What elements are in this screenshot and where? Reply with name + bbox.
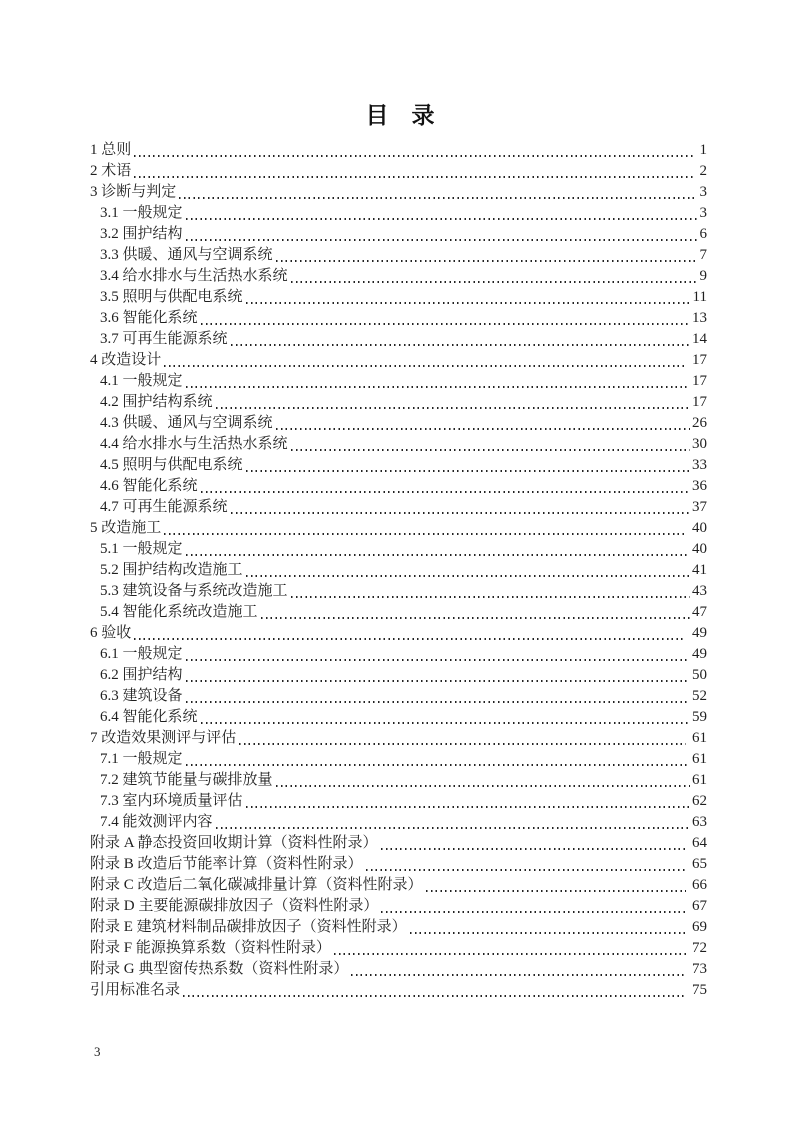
toc-entry <box>90 959 707 980</box>
page-title: 目 录 <box>365 103 435 128</box>
toc-entry-page-number: 64 <box>692 835 707 851</box>
toc-entry-page-number: 17 <box>692 394 707 410</box>
toc-entry-label: 5 改造施工 <box>90 520 162 536</box>
toc-entry <box>90 182 707 203</box>
dot-leader-icon <box>164 365 686 367</box>
toc-entry-label: 6.1 一般规定 <box>100 646 183 662</box>
toc-entry-label: 附录 A 静态投资回收期计算（资料性附录） <box>90 835 378 851</box>
toc-entry-label: 5.3 建筑设备与系统改造施工 <box>100 583 288 599</box>
toc-entry-label: 3.6 智能化系统 <box>100 310 198 326</box>
toc-entry-page-number: 9 <box>699 268 707 284</box>
toc-entry <box>90 728 707 749</box>
toc-entry-label: 附录 E 建筑材料制品碳排放因子（资料性附录） <box>90 919 407 935</box>
toc-entry-page-number: 47 <box>692 604 707 620</box>
toc-entry-label: 4.5 照明与供配电系统 <box>100 457 243 473</box>
dot-leader-icon <box>366 869 686 871</box>
toc-entry-page-number: 2 <box>699 163 707 179</box>
toc-entry-label: 6.3 建筑设备 <box>100 688 183 704</box>
dot-leader-icon <box>186 554 690 556</box>
toc-entry-page-number: 61 <box>692 751 707 767</box>
toc-entry <box>90 896 707 917</box>
toc-entry-page-number: 50 <box>692 667 707 683</box>
toc-entry-page-number: 11 <box>692 289 707 305</box>
toc-entry-label: 4.7 可再生能源系统 <box>100 499 228 515</box>
toc-entry-page-number: 49 <box>692 646 707 662</box>
dot-leader-icon <box>246 302 691 304</box>
dot-leader-icon <box>216 407 690 409</box>
dot-leader-icon <box>291 449 690 451</box>
toc-entry <box>90 665 707 686</box>
dot-leader-icon <box>186 386 690 388</box>
toc-entry-page-number: 7 <box>699 247 707 263</box>
toc-entry <box>90 833 707 854</box>
toc-entry <box>90 875 707 896</box>
dot-leader-icon <box>134 176 693 178</box>
dot-leader-icon <box>186 239 698 241</box>
toc-entry-label: 6 验收 <box>90 625 132 641</box>
toc-entry-label: 6.4 智能化系统 <box>100 709 198 725</box>
toc-entry <box>90 623 707 644</box>
dot-leader-icon <box>231 344 690 346</box>
toc-entry-page-number: 41 <box>692 562 707 578</box>
toc-entry <box>90 980 707 1001</box>
toc-entry <box>90 707 707 728</box>
toc-entry <box>90 854 707 875</box>
dot-leader-icon <box>381 848 686 850</box>
dot-leader-icon <box>186 764 690 766</box>
toc-entry <box>90 560 707 581</box>
toc-entry <box>90 245 707 266</box>
toc-entry-page-number: 26 <box>692 415 707 431</box>
dot-leader-icon <box>276 785 690 787</box>
toc-entry-page-number: 6 <box>699 226 707 242</box>
toc-entry-page-number: 61 <box>692 730 707 746</box>
dot-leader-icon <box>134 155 693 157</box>
toc-entry-page-number: 37 <box>692 499 707 515</box>
toc-entry-page-number: 59 <box>692 709 707 725</box>
toc-entry <box>90 812 707 833</box>
toc-entry-page-number: 61 <box>692 772 707 788</box>
toc-entry <box>90 539 707 560</box>
dot-leader-icon <box>164 533 686 535</box>
dot-leader-icon <box>426 890 686 892</box>
toc-entry <box>90 434 707 455</box>
toc-entry <box>90 644 707 665</box>
dot-leader-icon <box>186 218 698 220</box>
dot-leader-icon <box>276 260 698 262</box>
dot-leader-icon <box>261 617 690 619</box>
toc-entry-label: 7.1 一般规定 <box>100 751 183 767</box>
toc-entry-label: 3.1 一般规定 <box>100 205 183 221</box>
toc-entry-label: 引用标准名录 <box>90 982 181 998</box>
toc-entry-label: 附录 B 改造后节能率计算（资料性附录） <box>90 856 363 872</box>
toc-entry-label: 3.7 可再生能源系统 <box>100 331 228 347</box>
toc-entry <box>90 371 707 392</box>
toc-entry-label: 4.4 给水排水与生活热水系统 <box>100 436 288 452</box>
toc-entry <box>90 455 707 476</box>
toc-entry-label: 附录 F 能源换算系数（资料性附录） <box>90 940 331 956</box>
toc-entry-page-number: 62 <box>692 793 707 809</box>
toc-entry-label: 5.2 围护结构改造施工 <box>100 562 243 578</box>
toc-list <box>90 140 707 1001</box>
toc-entry-label: 4.6 智能化系统 <box>100 478 198 494</box>
toc-entry-page-number: 73 <box>692 961 707 977</box>
toc-entry <box>90 266 707 287</box>
toc-entry-page-number: 40 <box>692 520 707 536</box>
dot-leader-icon <box>134 638 686 640</box>
toc-entry-page-number: 65 <box>692 856 707 872</box>
toc-entry <box>90 749 707 770</box>
dot-leader-icon <box>216 827 690 829</box>
toc-entry-page-number: 30 <box>692 436 707 452</box>
toc-entry <box>90 203 707 224</box>
toc-entry <box>90 161 707 182</box>
dot-leader-icon <box>334 953 686 955</box>
dot-leader-icon <box>381 911 686 913</box>
dot-leader-icon <box>276 428 690 430</box>
toc-entry-label: 3.5 照明与供配电系统 <box>100 289 243 305</box>
toc-entry-label: 4.3 供暖、通风与空调系统 <box>100 415 273 431</box>
toc-entry-label: 附录 G 典型窗传热系数（资料性附录） <box>90 961 349 977</box>
dot-leader-icon <box>231 512 690 514</box>
toc-entry-page-number: 52 <box>692 688 707 704</box>
toc-entry <box>90 770 707 791</box>
toc-entry <box>90 917 707 938</box>
toc-entry-page-number: 40 <box>692 541 707 557</box>
toc-entry <box>90 602 707 623</box>
dot-leader-icon <box>183 995 686 997</box>
toc-entry-page-number: 36 <box>692 478 707 494</box>
toc-entry-page-number: 75 <box>692 982 707 998</box>
toc-entry <box>90 938 707 959</box>
dot-leader-icon <box>291 281 698 283</box>
toc-entry <box>90 581 707 602</box>
dot-leader-icon <box>239 743 686 745</box>
toc-entry-label: 6.2 围护结构 <box>100 667 183 683</box>
toc-entry-label: 3 诊断与判定 <box>90 184 177 200</box>
toc-entry-page-number: 3 <box>699 184 707 200</box>
dot-leader-icon <box>186 659 690 661</box>
toc-entry-label: 7.3 室内环境质量评估 <box>100 793 243 809</box>
dot-leader-icon <box>246 470 690 472</box>
toc-entry <box>90 497 707 518</box>
toc-entry <box>90 287 707 308</box>
toc-entry <box>90 350 707 371</box>
toc-entry-page-number: 17 <box>692 352 707 368</box>
dot-leader-icon <box>186 680 690 682</box>
toc-entry-label: 2 术语 <box>90 163 132 179</box>
footer-page-number: 3 <box>94 1044 101 1059</box>
toc-entry <box>90 518 707 539</box>
toc-entry-label: 7.4 能效测评内容 <box>100 814 213 830</box>
dot-leader-icon <box>201 323 690 325</box>
toc-entry <box>90 308 707 329</box>
toc-entry-page-number: 69 <box>692 919 707 935</box>
toc-entry-label: 7 改造效果测评与评估 <box>90 730 237 746</box>
dot-leader-icon <box>246 806 690 808</box>
toc-entry-page-number: 66 <box>692 877 707 893</box>
toc-entry-page-number: 72 <box>692 940 707 956</box>
toc-entry-label: 3.2 围护结构 <box>100 226 183 242</box>
dot-leader-icon <box>201 722 690 724</box>
toc-entry-page-number: 1 <box>699 142 707 158</box>
toc-entry <box>90 791 707 812</box>
toc-entry-page-number: 67 <box>692 898 707 914</box>
toc-entry <box>90 476 707 497</box>
dot-leader-icon <box>201 491 690 493</box>
dot-leader-icon <box>179 197 693 199</box>
toc-entry-page-number: 63 <box>692 814 707 830</box>
toc-entry-label: 4.1 一般规定 <box>100 373 183 389</box>
toc-entry <box>90 140 707 161</box>
toc-entry <box>90 686 707 707</box>
toc-entry-page-number: 3 <box>699 205 707 221</box>
toc-entry-label: 3.4 给水排水与生活热水系统 <box>100 268 288 284</box>
dot-leader-icon <box>186 701 690 703</box>
toc-entry-label: 1 总则 <box>90 142 132 158</box>
toc-entry <box>90 392 707 413</box>
toc-entry-label: 5.4 智能化系统改造施工 <box>100 604 258 620</box>
toc-entry-label: 4.2 围护结构系统 <box>100 394 213 410</box>
toc-entry-page-number: 33 <box>692 457 707 473</box>
dot-leader-icon <box>410 932 686 934</box>
toc-entry-label: 5.1 一般规定 <box>100 541 183 557</box>
toc-entry-page-number: 49 <box>692 625 707 641</box>
dot-leader-icon <box>351 974 686 976</box>
toc-entry-page-number: 13 <box>692 310 707 326</box>
toc-entry-page-number: 17 <box>692 373 707 389</box>
toc-entry-label: 附录 C 改造后二氧化碳减排量计算（资料性附录） <box>90 877 423 893</box>
toc-entry <box>90 224 707 245</box>
toc-entry-page-number: 43 <box>692 583 707 599</box>
dot-leader-icon <box>246 575 690 577</box>
toc-entry-label: 附录 D 主要能源碳排放因子（资料性附录） <box>90 898 379 914</box>
toc-entry-label: 7.2 建筑节能量与碳排放量 <box>100 772 273 788</box>
toc-entry-label: 3.3 供暖、通风与空调系统 <box>100 247 273 263</box>
toc-entry-label: 4 改造设计 <box>90 352 162 368</box>
toc-entry-page-number: 14 <box>692 331 707 347</box>
toc-entry <box>90 329 707 350</box>
toc-entry <box>90 413 707 434</box>
dot-leader-icon <box>291 596 690 598</box>
